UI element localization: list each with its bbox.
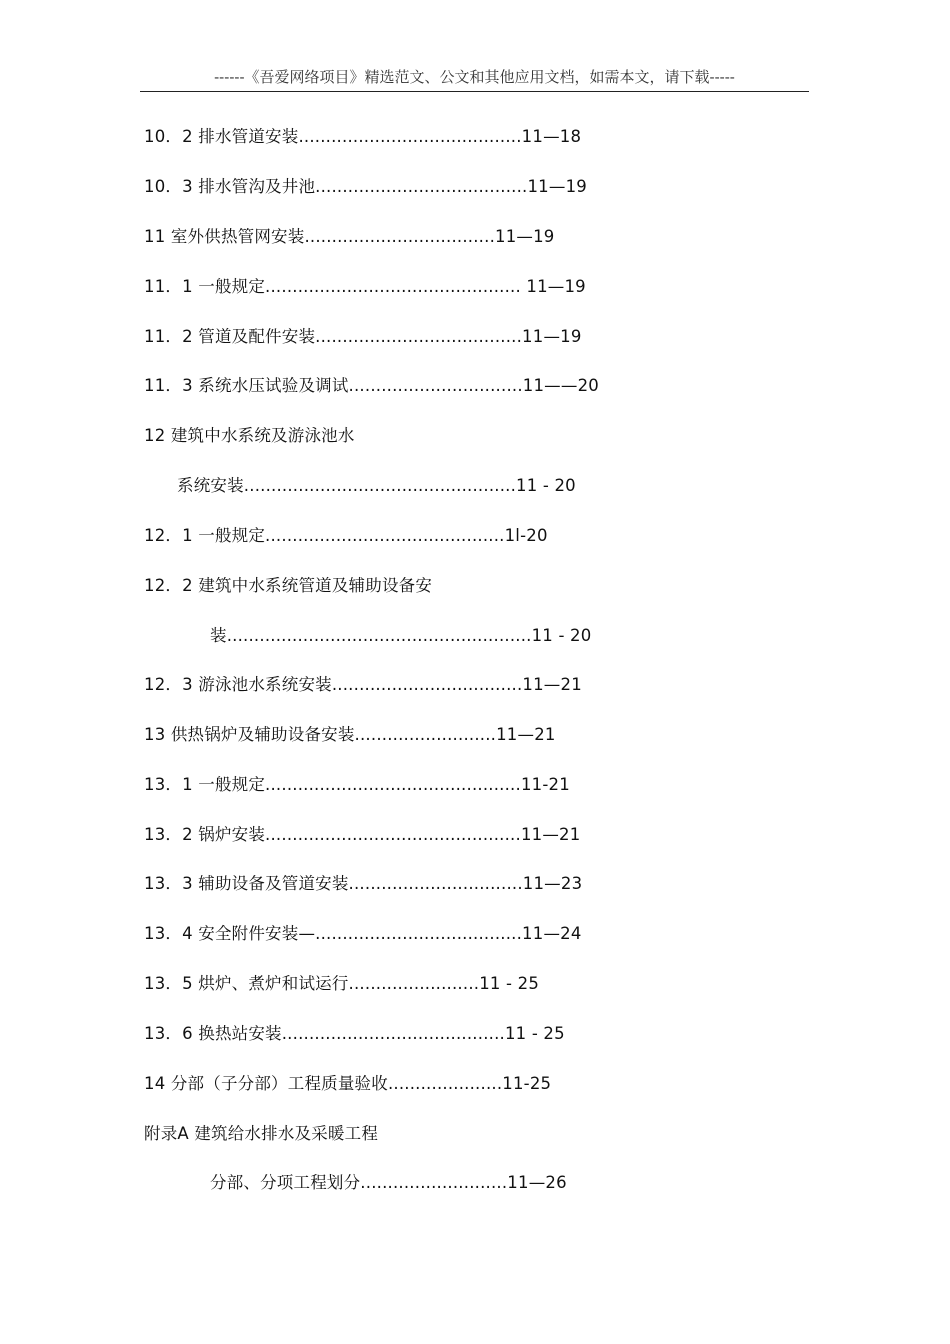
toc-entry-10-3[interactable]: 10．3 排水管沟及井池.......................................11—19 (144, 177, 587, 196)
toc-entry-12-3[interactable]: 12．3 游泳池水系统安装...................................11—21 (144, 675, 582, 694)
toc-entry-11-2[interactable]: 11．2 管道及配件安装......................................11—19 (144, 327, 582, 346)
toc-entry-12[interactable]: 12 建筑中水系统及游泳池水 (144, 426, 355, 445)
toc-entry-11-1[interactable]: 11．1 一般规定............................................... 11—19 (144, 277, 586, 296)
toc-entry-13-5[interactable]: 13．5 烘炉、煮炉和试运行........................11 - 25 (144, 974, 540, 993)
toc-entry-12-continued[interactable]: 系统安装..................................................11 - 20 (177, 476, 576, 495)
toc-entry-12-2[interactable]: 12．2 建筑中水系统管道及辅助设备安 (144, 576, 433, 595)
toc-entry-12-1[interactable]: 12．1 一般规定............................................1l-20 (144, 526, 548, 545)
toc-entry-13-4[interactable]: 13．4 安全附件安装—......................................11—24 (144, 924, 582, 943)
toc-entry-13-3[interactable]: 13．3 辅助设备及管道安装................................11—23 (144, 874, 583, 893)
page-header: ------《吾爱网络项目》精选范文、公文和其他应用文档，如需本文，请下载----- (214, 68, 735, 86)
toc-entry-appendix-a[interactable]: 附录A 建筑给水排水及采暖工程 (144, 1124, 379, 1143)
toc-entry-13-1[interactable]: 13．1 一般规定...............................................11-21 (144, 775, 570, 794)
toc-entry-11-3[interactable]: 11．3 系统水压试验及调试................................11——20 (144, 376, 599, 395)
toc-entry-appendix-a-continued[interactable]: 分部、分项工程划分...........................11—26 (210, 1173, 567, 1192)
toc-entry-14[interactable]: 14 分部（子分部）工程质量验收.....................11-25 (144, 1074, 552, 1093)
toc-entry-11[interactable]: 11 室外供热管网安装...................................11—19 (144, 227, 555, 246)
toc-entry-13[interactable]: 13 供热锅炉及辅助设备安装..........................11—21 (144, 725, 556, 744)
toc-entry-12-2-continued[interactable]: 装........................................................11 - 20 (210, 626, 592, 645)
toc-entry-13-2[interactable]: 13．2 锅炉安装...............................................11—21 (144, 825, 581, 844)
toc-entry-13-6[interactable]: 13．6 换热站安装.........................................11 - 25 (144, 1024, 565, 1043)
toc-entry-10-2[interactable]: 10．2 排水管道安装.........................................11—18 (144, 127, 582, 146)
